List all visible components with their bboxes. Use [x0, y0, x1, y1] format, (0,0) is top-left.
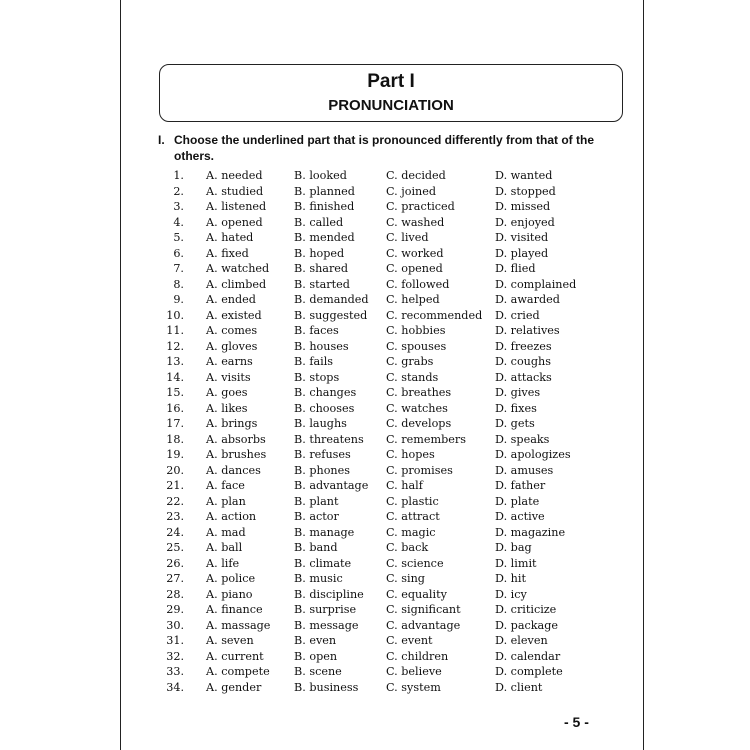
option-a: A. ended	[206, 293, 256, 306]
question-row	[158, 168, 628, 184]
question-row	[158, 463, 628, 479]
option-a: A. dances	[206, 463, 261, 477]
question-number: 21.	[166, 479, 184, 492]
question-row	[158, 525, 628, 541]
option-c: C. watches	[386, 401, 448, 415]
question-number: 34.	[166, 680, 184, 694]
option-c: C. system	[386, 680, 441, 694]
option-b: B. refuses	[294, 448, 351, 461]
option-b: B. called	[294, 215, 344, 229]
option-c: C. plastic	[386, 494, 439, 508]
part-title-box	[159, 64, 623, 122]
question-number: 17.	[166, 417, 184, 430]
question-row	[158, 199, 628, 215]
option-d: D. flied	[495, 262, 536, 275]
option-d: D. magazine	[495, 525, 566, 539]
question-number: 9.	[173, 293, 184, 306]
question-number: 6.	[173, 246, 184, 260]
option-d: D. wanted	[495, 169, 553, 182]
option-a: A. existed	[206, 308, 262, 322]
question-row	[158, 680, 628, 696]
option-a: A. listened	[206, 200, 267, 213]
question-number: 4.	[173, 215, 184, 229]
question-number: 22.	[166, 494, 184, 508]
option-c: C. practiced	[386, 200, 455, 213]
option-c: C. magic	[386, 525, 436, 539]
option-a: A. absorbs	[206, 432, 266, 446]
question-list	[158, 168, 628, 695]
question-row	[158, 478, 628, 494]
question-row	[158, 587, 628, 603]
question-row	[158, 447, 628, 463]
question-row	[158, 664, 628, 680]
option-c: C. opened	[386, 262, 443, 275]
option-b: B. chooses	[294, 401, 355, 415]
question-row	[158, 184, 628, 200]
question-number: 2.	[173, 184, 184, 198]
option-d: D. coughs	[495, 355, 551, 368]
question-number: 7.	[173, 262, 184, 275]
option-a: A. seven	[206, 634, 254, 647]
option-a: A. comes	[206, 324, 258, 337]
question-row	[158, 509, 628, 525]
option-c: C. followed	[386, 277, 450, 291]
option-a: A. earns	[206, 355, 253, 368]
question-row	[158, 215, 628, 231]
option-b: B. surprise	[294, 603, 357, 616]
option-b: B. stops	[294, 370, 340, 384]
option-d: D. speaks	[495, 432, 550, 446]
question-number: 32.	[166, 649, 184, 663]
option-d: D. bag	[495, 541, 532, 554]
question-row	[158, 401, 628, 417]
question-number: 8.	[173, 277, 184, 291]
option-b: B. even	[294, 634, 337, 647]
option-c: C. half	[386, 479, 423, 492]
option-a: A. gender	[206, 680, 262, 694]
option-c: C. hobbies	[386, 324, 446, 337]
question-row	[158, 494, 628, 510]
option-a: A. plan	[206, 494, 246, 508]
question-number: 10.	[166, 308, 184, 322]
option-c: C. significant	[386, 603, 461, 616]
option-a: A. ball	[206, 541, 243, 554]
option-b: B. manage	[294, 525, 355, 539]
option-d: D. gives	[495, 386, 541, 399]
option-b: B. band	[294, 541, 338, 554]
option-a: A. current	[206, 649, 264, 663]
option-a: A. gloves	[206, 339, 258, 353]
option-d: D. amuses	[495, 463, 554, 477]
option-c: C. joined	[386, 184, 437, 198]
option-b: B. looked	[294, 169, 347, 182]
question-row	[158, 416, 628, 432]
page-number: - 5 -	[564, 714, 589, 730]
question-row	[158, 277, 628, 293]
option-b: B. shared	[294, 262, 349, 275]
question-row	[158, 370, 628, 386]
question-row	[158, 540, 628, 556]
option-c: C. stands	[386, 370, 439, 384]
option-a: A. piano	[206, 587, 253, 601]
question-number: 3.	[173, 200, 184, 213]
question-row	[158, 385, 628, 401]
option-b: B. hoped	[294, 246, 345, 260]
option-a: A. goes	[206, 386, 248, 399]
question-number: 15.	[166, 386, 184, 399]
question-number: 18.	[166, 432, 184, 446]
option-d: D. active	[495, 510, 545, 523]
question-row	[158, 261, 628, 277]
option-d: D. played	[495, 246, 549, 260]
option-c: C. believe	[386, 665, 442, 678]
question-number: 1.	[173, 169, 184, 182]
option-c: C. equality	[386, 587, 447, 601]
option-d: D. calendar	[495, 649, 561, 663]
option-d: D. freezes	[495, 339, 552, 353]
option-b: B. planned	[294, 184, 355, 198]
option-a: A. watched	[206, 262, 270, 275]
option-c: C. event	[386, 634, 433, 647]
option-d: D. limit	[495, 556, 537, 570]
question-number: 24.	[166, 525, 184, 539]
question-number: 12.	[166, 339, 184, 353]
question-number: 33.	[166, 665, 184, 678]
option-d: D. eleven	[495, 634, 548, 647]
question-number: 26.	[166, 556, 184, 570]
option-c: C. attract	[386, 510, 440, 523]
option-d: D. missed	[495, 200, 551, 213]
option-b: B. scene	[294, 665, 342, 678]
option-b: B. business	[294, 680, 359, 694]
option-c: C. back	[386, 541, 429, 554]
question-row	[158, 571, 628, 587]
exercise-instruction	[158, 133, 608, 164]
option-b: B. started	[294, 277, 350, 291]
option-b: B. climate	[294, 556, 352, 570]
question-row	[158, 633, 628, 649]
option-c: C. recommended	[386, 308, 483, 322]
option-a: A. opened	[206, 215, 263, 229]
option-c: C. sing	[386, 572, 425, 585]
option-d: D. stopped	[495, 184, 556, 198]
option-d: D. apologizes	[495, 448, 571, 461]
question-number: 25.	[166, 541, 184, 554]
option-c: C. develops	[386, 417, 452, 430]
question-number: 5.	[173, 231, 184, 244]
question-number: 30.	[166, 618, 184, 632]
option-b: B. faces	[294, 324, 339, 337]
option-a: A. studied	[206, 184, 264, 198]
option-d: D. icy	[495, 587, 527, 601]
option-b: B. laughs	[294, 417, 347, 430]
question-row	[158, 230, 628, 246]
question-number: 29.	[166, 603, 184, 616]
option-a: A. life	[206, 556, 240, 570]
question-number: 16.	[166, 401, 184, 415]
option-c: C. decided	[386, 169, 446, 182]
question-row	[158, 618, 628, 634]
option-a: A. visits	[206, 370, 251, 384]
option-a: A. likes	[206, 401, 248, 415]
option-b: B. fails	[294, 355, 334, 368]
option-a: A. mad	[206, 525, 246, 539]
option-c: C. promises	[386, 463, 453, 477]
question-number: 28.	[166, 587, 184, 601]
question-row	[158, 432, 628, 448]
option-b: B. actor	[294, 510, 339, 523]
option-a: A. massage	[206, 618, 271, 632]
question-number: 23.	[166, 510, 184, 523]
option-b: B. advantage	[294, 479, 369, 492]
exercise-number: I.	[158, 133, 165, 147]
question-row	[158, 292, 628, 308]
option-c: C. spouses	[386, 339, 447, 353]
option-d: D. visited	[495, 231, 549, 244]
part-title: Part I	[367, 71, 415, 92]
option-d: D. complained	[495, 277, 577, 291]
option-a: A. brushes	[206, 448, 267, 461]
option-b: B. open	[294, 649, 338, 663]
question-number: 31.	[166, 634, 184, 647]
option-b: B. phones	[294, 463, 351, 477]
option-d: D. fixes	[495, 401, 537, 415]
option-b: B. mended	[294, 231, 355, 244]
option-d: D. client	[495, 680, 543, 694]
option-d: D. enjoyed	[495, 215, 555, 229]
option-d: D. awarded	[495, 293, 560, 306]
question-number: 13.	[166, 355, 184, 368]
option-a: A. face	[206, 479, 245, 492]
option-b: B. discipline	[294, 587, 364, 601]
option-c: C. science	[386, 556, 444, 570]
option-a: A. fixed	[206, 246, 249, 260]
option-a: A. police	[206, 572, 256, 585]
option-a: A. hated	[206, 231, 254, 244]
option-b: B. changes	[294, 386, 357, 399]
option-c: C. advantage	[386, 618, 461, 632]
question-number: 27.	[166, 572, 184, 585]
question-row	[158, 339, 628, 355]
question-number: 14.	[166, 370, 184, 384]
question-number: 20.	[166, 463, 184, 477]
question-number: 19.	[166, 448, 184, 461]
option-d: D. package	[495, 618, 559, 632]
option-a: A. finance	[206, 603, 263, 616]
option-b: B. finished	[294, 200, 355, 213]
option-b: B. demanded	[294, 293, 369, 306]
option-c: C. washed	[386, 215, 445, 229]
question-row	[158, 354, 628, 370]
question-row	[158, 323, 628, 339]
question-row	[158, 308, 628, 324]
option-b: B. threatens	[294, 432, 364, 446]
option-b: B. plant	[294, 494, 339, 508]
option-d: D. attacks	[495, 370, 552, 384]
option-c: C. hopes	[386, 448, 435, 461]
section-subtitle: PRONUNCIATION	[328, 97, 454, 114]
option-a: A. brings	[206, 417, 258, 430]
option-b: B. message	[294, 618, 359, 632]
option-d: D. hit	[495, 572, 526, 585]
option-c: C. breathes	[386, 386, 452, 399]
question-row	[158, 246, 628, 262]
option-c: C. remembers	[386, 432, 466, 446]
option-d: D. father	[495, 479, 546, 492]
option-c: C. children	[386, 649, 449, 663]
option-d: D. complete	[495, 665, 563, 678]
option-a: A. action	[206, 510, 257, 523]
option-c: C. lived	[386, 231, 429, 244]
option-c: C. helped	[386, 293, 440, 306]
option-d: D. relatives	[495, 324, 560, 337]
question-number: 11.	[166, 324, 184, 337]
option-b: B. suggested	[294, 308, 368, 322]
instruction-text: Choose the underlined part that is pronounced differently from that of the others.	[174, 133, 595, 163]
option-d: D. cried	[495, 308, 540, 322]
option-b: B. music	[294, 572, 343, 585]
question-row	[158, 649, 628, 665]
question-row	[158, 556, 628, 572]
option-a: A. climbed	[206, 277, 267, 291]
option-b: B. houses	[294, 339, 349, 353]
book-page	[120, 0, 644, 750]
option-d: D. plate	[495, 494, 540, 508]
question-row	[158, 602, 628, 618]
option-d: D. gets	[495, 417, 535, 430]
option-c: C. grabs	[386, 355, 434, 368]
option-a: A. needed	[206, 169, 263, 182]
option-d: D. criticize	[495, 603, 557, 616]
option-a: A. compete	[206, 665, 270, 678]
option-c: C. worked	[386, 246, 444, 260]
